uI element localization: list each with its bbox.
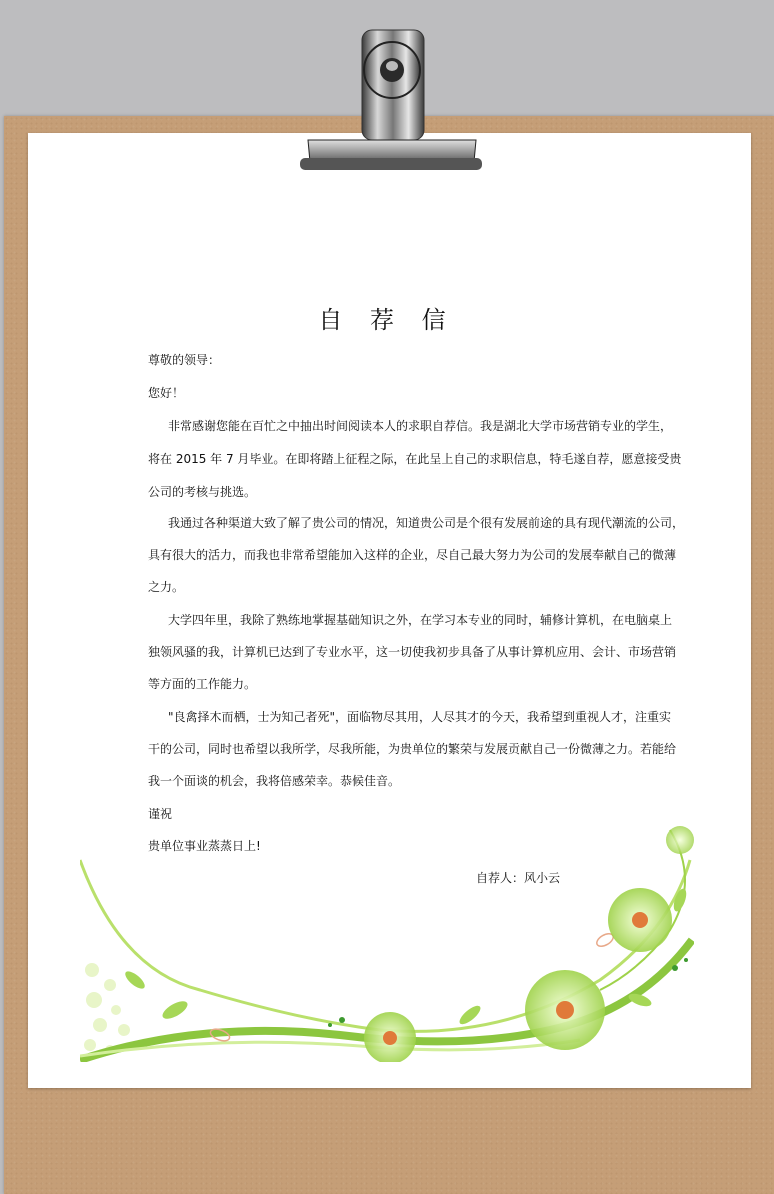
letter-title: 自 荐 信: [318, 306, 456, 334]
closing-wish: 谨祝: [148, 807, 173, 821]
paragraph-3-line-3: 等方面的工作能力。: [148, 677, 257, 691]
paragraph-3-line-2: 独领风骚的我，计算机已达到了专业水平，这一切使我初步具备了从事计算机应用、会计、市场营销: [148, 645, 677, 659]
floral-decoration: [80, 820, 694, 1062]
closing-blessing: 贵单位事业蒸蒸日上!: [148, 839, 261, 853]
greeting: 您好！: [148, 386, 185, 400]
paragraph-2-line-2: 具有很大的活力，而我也非常希望能加入这样的企业，尽自己最大努力为公司的发展奉献自己的微薄: [148, 548, 677, 562]
signature: 自荐人：风小云: [476, 871, 561, 885]
salutation: 尊敬的领导：: [148, 353, 221, 367]
paragraph-1-line-2: 将在 2015 年 7 月毕业。在即将踏上征程之际，在此呈上自己的求职信息，特毛遂自荐，愿意接受贵: [148, 452, 682, 466]
paragraph-4-line-2: 干的公司，同时也希望以我所学，尽我所能，为贵单位的繁荣与发展贡献自己一份微薄之力。若能给: [148, 742, 677, 756]
paragraph-3-line-1: 大学四年里，我除了熟练地掌握基础知识之外，在学习本专业的同时，辅修计算机，在电脑桌上: [168, 613, 673, 627]
paragraph-2-line-1: 我通过各种渠道大致了解了贵公司的情况，知道贵公司是个很有发展前途的具有现代潮流的公司，: [168, 516, 685, 530]
paragraph-4-line-1: "良禽择木而栖，士为知己者死"，面临物尽其用，人尽其才的今天，我希望到重视人才，注重实: [168, 710, 672, 724]
paragraph-2-line-3: 之力。: [148, 580, 185, 594]
paragraph-1-line-1: 非常感谢您能在百忙之中抽出时间阅读本人的求职自荐信。我是湖北大学市场营销专业的学生，: [168, 419, 673, 433]
paragraph-4-line-3: 我一个面谈的机会，我将倍感荣幸。恭候佳音。: [148, 774, 401, 788]
paragraph-1-line-3: 公司的考核与挑选。: [148, 485, 257, 499]
